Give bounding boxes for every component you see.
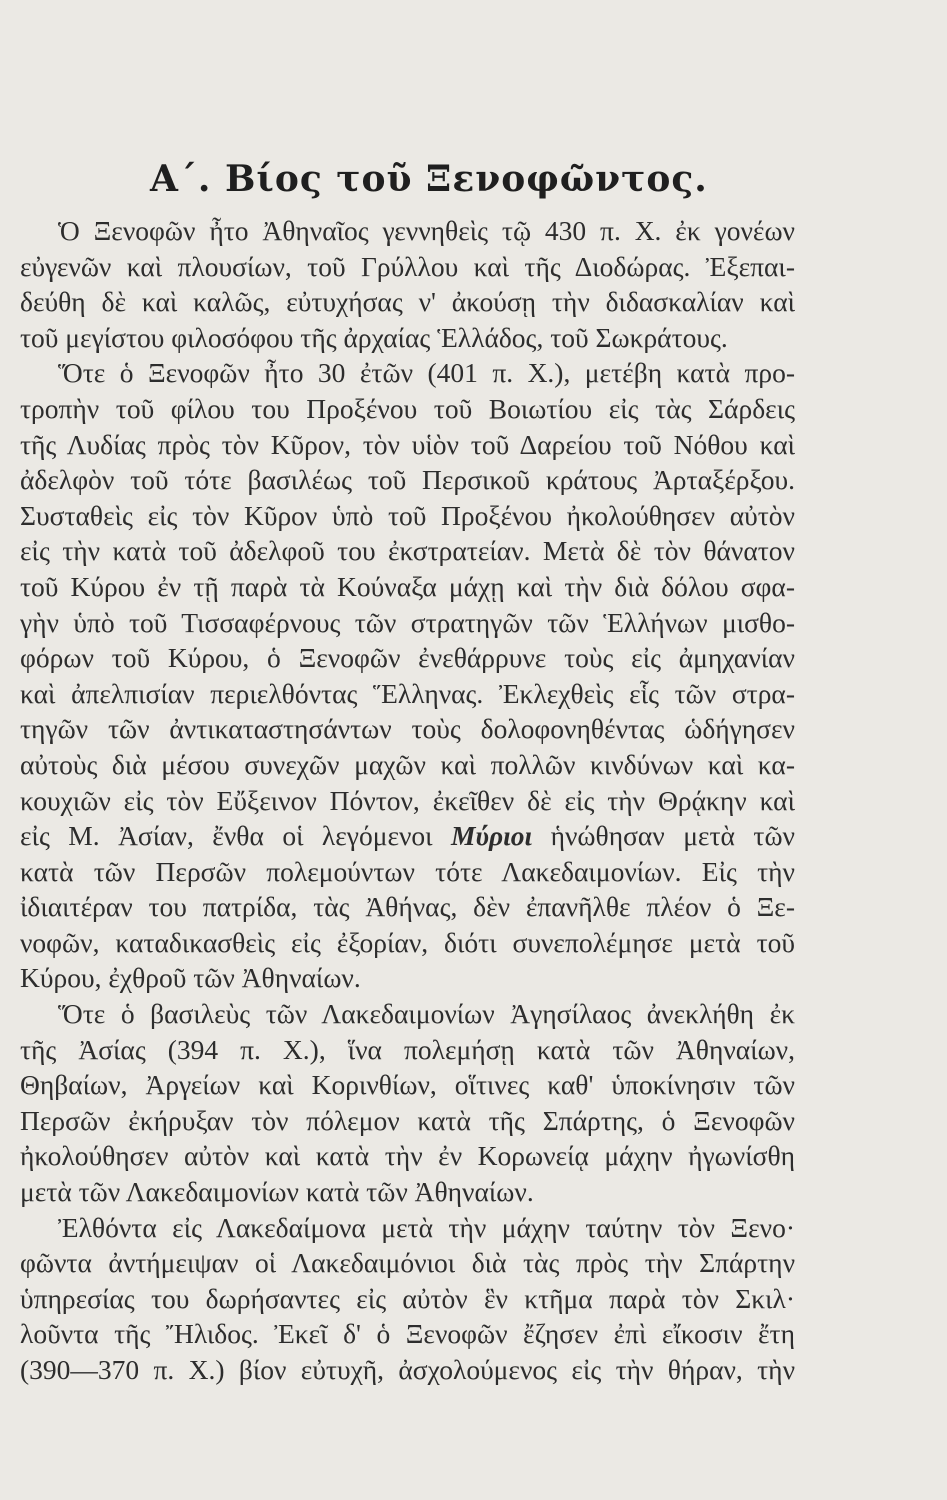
body-text	[20, 213, 795, 1388]
text-line: τοῦ Κύρου ἐν τῇ παρὰ τὰ Κούναξα μάχῃ καὶ τὴν διὰ δόλου σφα-	[20, 570, 795, 602]
text-line: Θηβαίων, Ἀργείων καὶ Κορινθίων, οἵτινες καθ' ὑποκίνησιν τῶν	[20, 1069, 795, 1101]
text-line: (390—370 π. Χ.) βίον εὐτυχῆ, ἀσχολούμενος εἰς τὴν θήραν, τὴν	[20, 1354, 795, 1385]
text-line: Περσῶν ἐκήρυξαν τὸν πόλεμον κατὰ τῆς Σπάρτης, ὁ Ξενοφῶν	[20, 1104, 795, 1136]
text-line: Ὁ Ξενοφῶν ἦτο Ἀθηναῖος γεννηθεὶς τῷ 430 π. Χ. ἐκ γονέων	[58, 215, 795, 246]
text-line: τῆς Λυδίας πρὸς τὸν Κῦρον, τὸν υἱὸν τοῦ Δαρείου τοῦ Νόθου καὶ	[20, 428, 795, 460]
text-fragment: ἡνώθησαν μετὰ τῶν	[532, 820, 795, 852]
page-title: Α΄. Βίος τοῦ Ξενοφῶντος.	[150, 158, 708, 200]
text-line: νοφῶν, καταδικασθεὶς εἰς ἐξορίαν, διότι συνεπολέμησε μετὰ τοῦ	[20, 926, 795, 958]
text-line: τῆς Ἀσίας (394 π. Χ.), ἵνα πολεμήσῃ κατὰ τῶν Ἀθηναίων,	[20, 1033, 795, 1065]
text-line	[20, 818, 795, 854]
text-line: Συσταθεὶς εἰς τὸν Κῦρον ὑπὸ τοῦ Προξένου ἠκολούθησεν αὐτὸν	[20, 499, 795, 531]
text-line: κατὰ τῶν Περσῶν πολεμούντων τότε Λακεδαιμονίων. Εἰς τὴν	[20, 855, 795, 887]
text-line: ἀδελφὸν τοῦ τότε βασιλέως τοῦ Περσικοῦ κράτους Ἀρταξέρξου.	[20, 464, 795, 496]
text-line: τροπὴν τοῦ φίλου του Προξένου τοῦ Βοιωτίου εἰς τὰς Σάρδεις	[20, 392, 795, 424]
text-line: αὐτοὺς διὰ μέσου συνεχῶν μαχῶν καὶ πολλῶν κινδύνων καὶ κα-	[20, 748, 795, 780]
text-line: τηγῶν τῶν ἀντικαταστησάντων τοὺς δολοφονηθέντας ὡδήγησεν	[20, 713, 795, 745]
text-line: λοῦντα τῆς Ἤλιδος. Ἐκεῖ δ' ὁ Ξενοφῶν ἔζησεν ἐπὶ εἴκοσιν ἔτη	[20, 1318, 795, 1350]
text-line: τοῦ μεγίστου φιλοσόφου τῆς ἀρχαίας Ἑλλάδος, τοῦ Σωκράτους.	[20, 321, 728, 353]
text-line: δεύθη δὲ καὶ καλῶς, εὐτυχήσας ν' ἀκούσῃ τὴν διδασκαλίαν καὶ	[20, 286, 795, 318]
text-fragment: εἰς Μ. Ἀσίαν, ἔνθα οἱ λεγόμενοι	[20, 820, 452, 852]
text-line: εὐγενῶν καὶ πλουσίων, τοῦ Γρύλλου καὶ τῆς Διοδώρας. Ἐξεπαι-	[20, 250, 795, 282]
text-line: ἠκολούθησεν αὐτὸν καὶ κατὰ τὴν ἐν Κορωνείᾳ μάχην ἠγωνίσθη	[20, 1140, 795, 1172]
text-line: γὴν ὑπὸ τοῦ Τισσαφέρνους τῶν στρατηγῶν τῶν Ἑλλήνων μισθο-	[20, 606, 795, 638]
text-line: μετὰ τῶν Λακεδαιμονίων κατὰ τῶν Ἀθηναίων.	[20, 1176, 534, 1208]
text-line: Ἐλθόντα εἰς Λακεδαίμονα μετὰ τὴν μάχην ταύτην τὸν Ξενο·	[58, 1211, 795, 1243]
emphasized-word: Μύριοι	[451, 820, 533, 852]
text-line: φῶντα ἀντήμειψαν οἱ Λακεδαιμόνιοι διὰ τὰς πρὸς τὴν Σπάρτην	[20, 1247, 795, 1279]
text-line: φόρων τοῦ Κύρου, ὁ Ξενοφῶν ἐνεθάρρυνε τοὺς εἰς ἀμηχανίαν	[20, 642, 795, 674]
text-line: εἰς τὴν κατὰ τοῦ ἀδελφοῦ του ἐκστρατείαν. Μετὰ δὲ τὸν θάνατον	[20, 535, 795, 567]
text-line: ἰδιαιτέραν του πατρίδα, τὰς Ἀθήνας, δὲν ἐπανῆλθε πλέον ὁ Ξε-	[20, 891, 795, 923]
text-line: κουχιῶν εἰς τὸν Εὔξεινον Πόντον, ἐκεῖθεν δὲ εἰς τὴν Θρᾴκην καὶ	[20, 784, 795, 816]
text-line: Ὅτε ὁ Ξενοφῶν ἦτο 30 ἐτῶν (401 π. Χ.), μετέβη κατὰ προ-	[58, 357, 795, 389]
text-line: Κύρου, ἐχθροῦ τῶν Ἀθηναίων.	[20, 962, 361, 994]
text-line: ὑπηρεσίας του δωρήσαντες εἰς αὐτὸν ἓν κτῆμα παρὰ τὸν Σκιλ·	[20, 1282, 795, 1314]
text-line: Ὅτε ὁ βασιλεὺς τῶν Λακεδαιμονίων Ἀγησίλαος ἀνεκλήθη ἐκ	[58, 998, 795, 1030]
text-line: καὶ ἀπελπισίαν περιελθόντας Ἕλληνας. Ἐκλεχθεὶς εἷς τῶν στρα-	[20, 677, 795, 709]
